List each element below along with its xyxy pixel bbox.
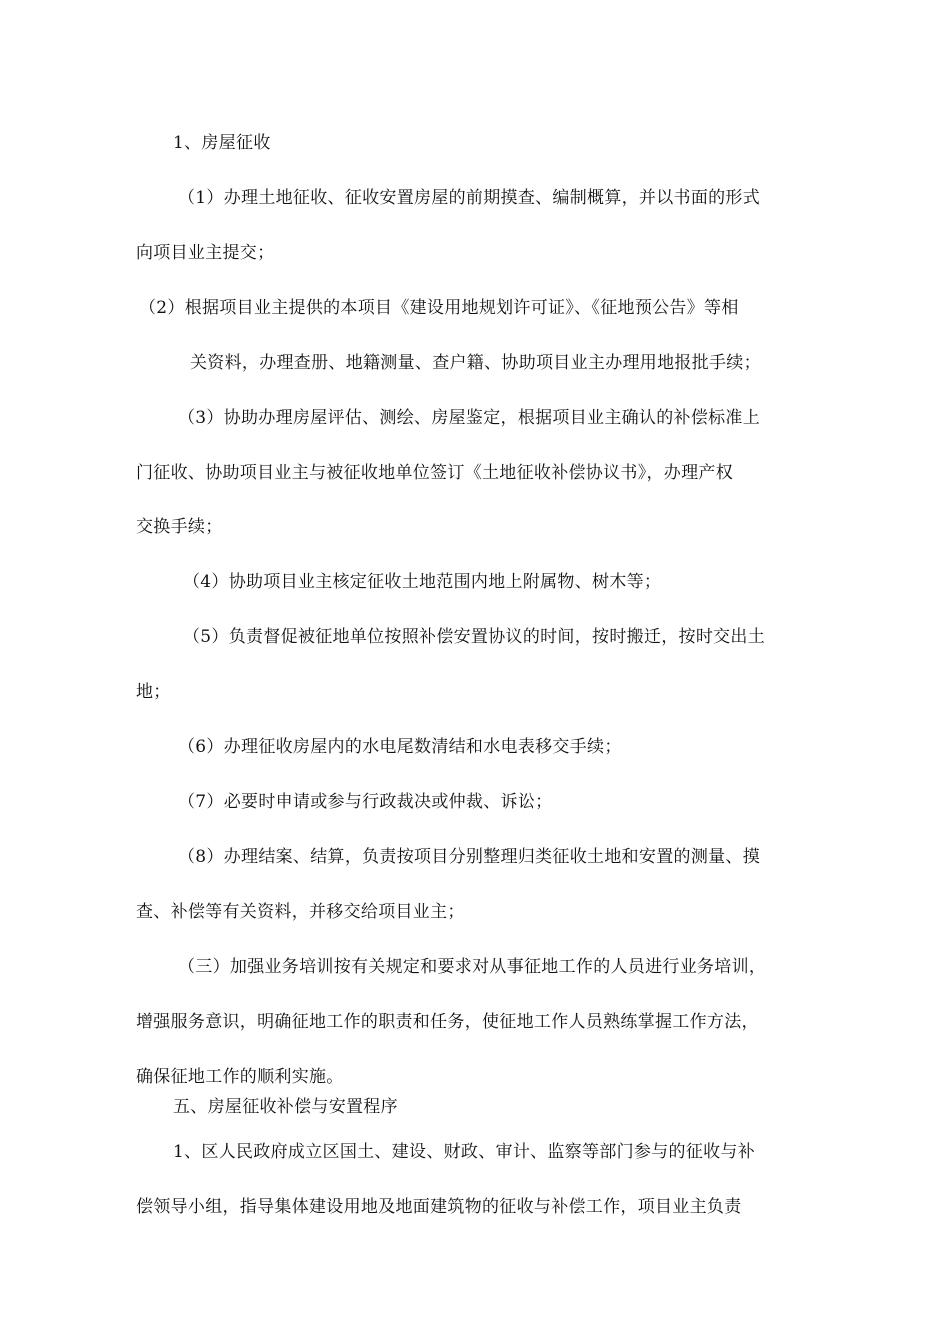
- paragraph-line: 关资料，办理查册、地籍测量、查户籍、协助项目业主办理用地报批手续；: [190, 353, 761, 373]
- paragraph-line: （3）协助办理房屋评估、测绘、房屋鉴定，根据项目业主确认的补偿标准上: [178, 408, 761, 428]
- paragraph-line: （4）协助项目业主核定征收土地范围内地上附属物、树木等；: [183, 572, 662, 592]
- paragraph-line: 确保征地工作的顺利实施。: [136, 1067, 344, 1087]
- heading-house-expropriation: 1、房屋征收: [173, 133, 271, 153]
- paragraph-line: （7）必要时申请或参与行政裁决或仲裁、诉讼；: [178, 792, 553, 812]
- paragraph-line: 地；: [136, 682, 171, 702]
- paragraph-line: （三）加强业务培训按有关规定和要求对从事征地工作的人员进行业务培训，: [178, 957, 767, 977]
- paragraph-line: 1、区人民政府成立区国土、建设、财政、审计、监察等部门参与的征收与补: [173, 1142, 756, 1162]
- paragraph-line: （1）办理土地征收、征收安置房屋的前期摸查、编制概算，并以书面的形式: [178, 188, 761, 208]
- paragraph-line: 增强服务意识，明确征地工作的职责和任务，使征地工作人员熟练掌握工作方法，: [136, 1012, 759, 1032]
- paragraph-line: 向项目业主提交；: [136, 243, 275, 263]
- paragraph-line: （2）根据项目业主提供的本项目《建设用地规划许可证》、《征地预公告》等相: [139, 298, 739, 318]
- paragraph-line: 查、补偿等有关资料，并移交给项目业主；: [136, 902, 465, 922]
- paragraph-line: （6）办理征收房屋内的水电尾数清结和水电表移交手续；: [178, 737, 622, 757]
- section-heading-compensation-procedure: 五、房屋征收补偿与安置程序: [173, 1097, 398, 1117]
- paragraph-line: （8）办理结案、结算，负责按项目分别整理归类征收土地和安置的测量、摸: [178, 847, 761, 867]
- paragraph-line: 门征收、协助项目业主与被征收地单位签订《土地征收补偿协议书》，办理产权: [136, 463, 733, 483]
- paragraph-line: 偿领导小组，指导集体建设用地及地面建筑物的征收与补偿工作，项目业主负责: [136, 1197, 742, 1217]
- paragraph-line: 交换手续；: [136, 517, 223, 537]
- paragraph-line: （5）负责督促被征地单位按照补偿安置协议的时间，按时搬迁，按时交出土: [183, 627, 766, 647]
